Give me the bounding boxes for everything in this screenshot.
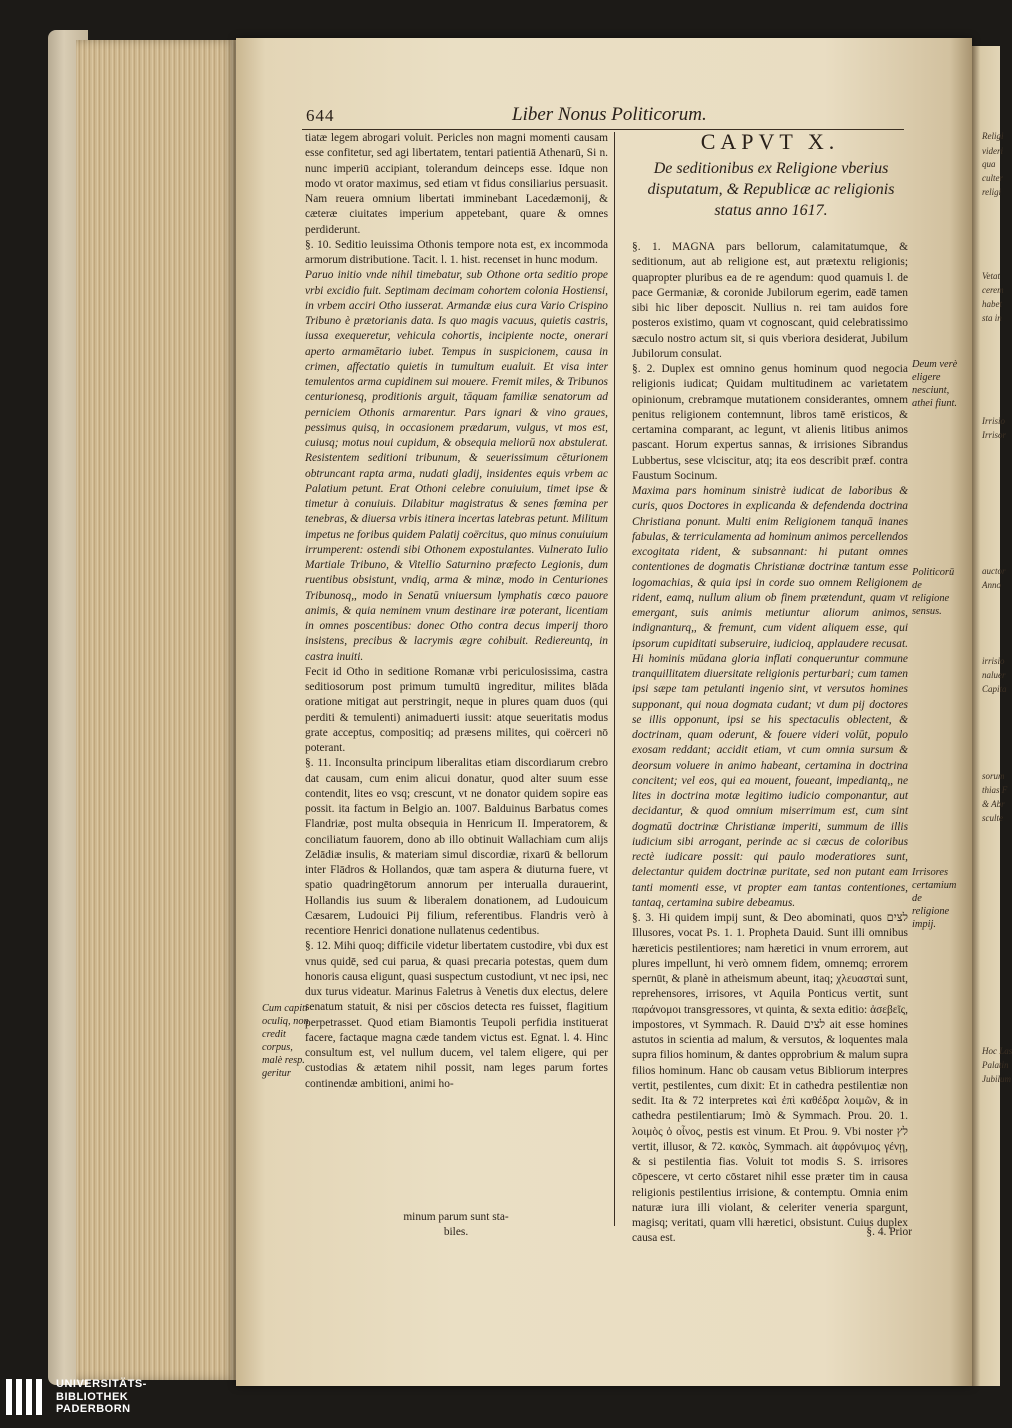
- paragraph: §. 12. Mihi quoq; difficile videtur libertatem custodire, vbi dux est vnus quidē, sed cui parua, & quasi precaria potestas, quem dum honoris causa eligunt, quasi suspectum custodiunt, vt nec ipsi, nec dux turus videatur. Marinus Faletrus à Venetis dux electus, delere senatum statuit, & nisi per cōscios detecta res fuisset, flagitium perpetrasset. Quod etiam Biamontis Teupoli perfidia instituerat facere, factaque magna cæde tandem victus est. Egnat. l. 4. Hinc consultum est, vel nullum ducem, vel talem eligere, qui per custodias & ætatem nihil possit, nam leges parum fortes continendæ ambitioni, animi ho-: [305, 940, 608, 1090]
- adjacent-page-word: habet: [982, 299, 1002, 309]
- adjacent-page-word: sta in: [982, 313, 1002, 323]
- chapter-subtitle: De seditionibus ex Religione vberius disputatum, & Republicæ ac religionis status anno 1617.: [647, 160, 895, 219]
- library-logo-icon: [0, 1371, 52, 1423]
- adjacent-page-word: Capita: [982, 684, 1007, 694]
- adjacent-page-word: qua: [982, 159, 996, 169]
- adjacent-page-word: Jubilum: [982, 1074, 1011, 1084]
- paragraph: §. 1. MAGNA pars bellorum, calamitatumque, & seditionum, aut ab religione est, aut prætextu religionis; quapropter pluribus ea de re agendum: quod quamuis l. de pace Germaniæ, & coronide Jubilorum egerim, eadē tamen sibi hic liber deposcit. Nullius n. rei tam auidos fore posteros existimo, quam vt cognoscant, quid celebratissimo sæculo nostro actum sit, si quis vberiora desiderat, Jubilum Jubilorum consulat.: [632, 241, 908, 360]
- page-edges: [76, 40, 236, 1380]
- catchline: minum parum sunt sta-: [403, 1211, 509, 1223]
- adjacent-page-word: sorum: [982, 771, 1005, 781]
- paragraph: §. 11. Inconsulta principum liberalitas etiam discordiarum crebro dat causam, cum enim alicui donatur, quod alter suum esse contendit, lites eo vsq; crescunt, vt ne donator quidem sopire eas possit. ita factum in Belgio an. 1007. Balduinus Barbatus comes Flandriæ, post multa obsequia in Henricum II. Imperatorem, & conciliatum fauorem, dono ab illo obtinuit Wallachiam cum alijs Zelādiæ insulis, & materiam simul discordiæ, rixarū & bellorum inter Flādros & Hollandos, quæ tam aspera & diuturna fuere, vt spatio quadringētorum annorum per interualla durauerint, Hollandis ius suum & liberalem donationem, ad Ludouicum Cæsarem, Ludouici Pij filium, referentibus. Flandris verò à recentiore Henrici donatione nullatenus cedentibus.: [305, 757, 608, 937]
- adjacent-page-word: Irrisio: [982, 416, 1006, 426]
- adjacent-page-word: & Abr: [982, 799, 1005, 809]
- adjacent-page-word: cerem: [982, 285, 1004, 295]
- catchline: biles.: [443, 1226, 469, 1238]
- adjacent-page-word: Vetat: [982, 271, 1000, 281]
- adjacent-page-word: naluer: [982, 670, 1006, 680]
- left-column: [305, 131, 608, 1092]
- right-column: [632, 240, 908, 1247]
- running-title: Liber Nonus Politicorum.: [512, 104, 707, 125]
- adjacent-page-word: Palatin: [982, 1060, 1009, 1070]
- quotation: Paruo initio vnde nihil timebatur, sub Othone orta seditio prope vrbi excidio fuit. Septimam decimam cohortem colonia Hostiensi, in vrbem acciri Otho iusserat. Armandæ eius cura Vario Crispino Tribuno è prætorianis data. Is quo magis vacuus, quietis castris, iussa exequeretur, vehicula cohortis, incipiente nocte, onerari aperto armamētario iubet. Tempus in suspicionem, causa in crimen, affectatio quietis in tumultum eualuit. Et visa inter temulentos arma cupidinem sui mouere. Fremit miles, & Tribunos centurionesq, proditionis arguit, tāquam familiæ senatorum ad perniciem Othonis armarentur. Pars ignari & vino graues, pessimus quisq, in occasionem prædarum, vulgus, vt mos est, cuiusq; motus noui cupidum, & obsequia meliorū nox abstulerat. Resistentem seditioni tribunum, & seuerissimum cēturionem obtruncant rapta arma, nudati gladij, insidentes equis vrbem ac Palatium petunt. Erat Othoni celebre conuiuium, timet ipse & timetur à conuiuis. Dilabitur magistratus & senes fœmina per tenebras, & diuersa vrbis itinera incertas latebras petunt. Militum impetus ne foribus quidem Palatij coërcitus, quo minus conuiuium irrumperent: ostendi sibi Othonem expostulantes. Vulnerato Iulio Martiale Tribuno, & Vitellio Saturnino præfecto Legionis, dum ruentibus obsistunt, vndiq, arma & minæ, modo in Centuriones Tribunosq,, modo in Senatū vniuersum lymphatis cœco pauore animis, & quia neminem vnum destinare iræ poterant, licentiam in omnes poscentibus: donec Otho contra decus imperij thoro insistens, precibus & lacrymis ægre cohibuit. Rediereuntq, in castra inuiti.: [305, 269, 608, 663]
- paragraph: §. 3. Hi quidem impij sunt, & Deo abominati, quos לצים Illusores, vocat Ps. 1. 1. Propheta Dauid. Sunt illi omnibus hæreticis pestilentiores; nam hæretici in vnum errorem, aut plures impellunt, hi verò omnem fidem, omnemq; errorem spernūt, & planè in atheismum abeunt, itaq; χλευασταὶ sunt, reprehensores, irrisores, vt Aquila Ponticus vertit, sunt παράνομοι transgressores, vt quinta, & sexta editio: ἀσεβεῖς, impostores, vt Symmach. R. Dauid לצים ait esse homines astutos in scientia ad malum, & versutos, & loquentes mala supra filios hominum, & dantes opprobrium & malum supra filios hominum. Hanc ob causam vetus Bibliorum interpres vertit, pestilentes, cum dixit: Et in cathedra pestilentiæ non sedit. Ita & 72 interpretes καὶ ἐπὶ καθέδρα λοιμῶν, & in cathedra pestilentiarum; Imò & Symmach. Prou. 20. 1. λοιμὸς ὁ οἶνος, pestis est vinum. Et Prou. 9. Vbi noster לץ vertit, illusor, & 72. κακὸς, Symmach. ait ἀφρόνιμος γένῃ, & si pestilentia fias. Voluit tot modis S. S. irrisores cōpescere, vt certo cōstaret nihil esse præter tim in causa religionis pestilentius irrisione, & contemptu. Omnia enim naturæ iura illi violant, & celeriter veneria spargunt, magisq; veritati, quam vlli hæretici, obsistunt. Cuius duplex causa est.: [632, 912, 908, 1245]
- page-number: 644: [306, 106, 335, 125]
- library-logo: [0, 1371, 170, 1423]
- margin-note: Irrisores certamium de religione impij.: [912, 867, 957, 930]
- chapter-heading: CAPVT X.: [700, 129, 840, 154]
- quotation: Maxima pars hominum sinistrè iudicat de laboribus & curis, quos Doctores in explicanda & defendenda doctrina Christiana ponunt. Multi enim Religionem tanquā inanes fabulas, & terriculamenta ad hominum animos percellendos excogitata rident, & subsannant: hi putant omnes contentiones de dogmatis Christianæ doctrinæ tantum esse logomachias, & quia ipsi in corde suo omnem Religionem rident, eamq, nullum alium ob finem prætendunt, quam vt emergant, suis animis metiuntur aliorum animos, indignanturq,, & fremunt, cum vident aliquem esse, qui ipsorum cupiditati subseruire, iudicioq, applaudere recusat. Hi hominis mūdana gloria inflati conqueruntur commune tranquillitatem diuersitate religionis perturbari; cum tamen ipsi sæpe tam petulanti ingenio sint, vt versutos homines supponant, qui noua dogmata cudant; vt dum pij doctores se illis opponunt, ipsi se his spectaculis oblectent, & doctrinam, quam oderunt, & fouere videri volūt, populo exosam reddant; accidit etiam, vt cum omnia sursum & deorsum voluere in animo habeant, certamina in doctrina concitent; vel eos, qui ea mouent, foueant, impediantq,, ne lites in doctrina motæ legitimo iudicio componantur, aut decidantur, & quod omnium miserrimum est, cum sint dogmatū doctrinæ Christianæ imperiti, summum de illis iudicium sibi arrogant, perinde ac si cæcus de coloribus rectè iudicare possit: qui paulo moderatiores sunt, delectantur quidem doctrinæ puritate, sed non putant eam tanti momenti esse, vt propter eam tantas contentiones, tantaq, certamina subire debeamus.: [632, 485, 908, 909]
- paragraph: tiatæ legem abrogari voluit. Pericles non magni momenti causam esse confitetur, sed agi libertatem, tentari patientiā Athenarū, Si n. nunc imperiū accipiant, tolerandum deinceps esse. Idque non modo vt orator maximus, sed etiam vt fidus consiliarius persuasit. Nam reuera omnium libertati imminebant Lacedæmonij, & cæteræ ciuitates imperium appetebant, quare & omnes perdiderunt.: [305, 132, 608, 236]
- adjacent-page-word: Anno: [982, 580, 1001, 590]
- margin-note: Cum capiti oculiq, non credit corpus, malè resp. geritur: [262, 1003, 309, 1079]
- margin-note: Politicorū de religione sensus.: [912, 567, 955, 617]
- logo-line: PADERBORN: [56, 1403, 131, 1416]
- logo-line: UNIVERSITÄTS-: [56, 1378, 147, 1391]
- column-rule: [614, 132, 615, 1226]
- adjacent-page-word: thias F: [982, 785, 1008, 795]
- left-catchlines: [303, 1210, 609, 1240]
- logo-line: BIBLIOTHEK: [56, 1390, 129, 1403]
- adjacent-page-fragment: [972, 46, 1012, 1386]
- adjacent-page-word: auctor: [982, 566, 1006, 576]
- margin-note: Deum verè eligere nesciunt, athei fiunt.: [912, 359, 958, 409]
- adjacent-page-word: Hoc Las: [982, 1046, 1012, 1056]
- paragraph: Fecit id Otho in seditione Romanæ vrbi periculosissima, castra seditiosorum post primum tumultū ingreditur, milites blāda oratione mitigat aut perstringit, neque in plures quam duos (qui perditi & temulenti) animaduerti iussit: atque seueritatis modus grate acceptus, compositiq; ad præsens milites, qui coërceri nō poterant.: [305, 665, 608, 754]
- right-catchword: §. 4. Prior: [866, 1226, 912, 1238]
- adjacent-page-word: religi: [982, 187, 1002, 197]
- adjacent-page-word: Irrisor: [982, 430, 1007, 440]
- adjacent-page-word: irrisio: [982, 656, 1005, 666]
- adjacent-page-word: sculte: [982, 813, 1003, 823]
- adjacent-page-word: videri: [982, 146, 1003, 156]
- adjacent-page-word: Religi: [982, 131, 1004, 141]
- paragraph: §. 2. Duplex est omnino genus hominum quod negocia religionis iudicat; Quidam multitudinem ac varietatem opinionum, crebramque mutationem considerantes, omnem penitus religionem contemnunt, libros tamē eristicos, & certamina comparant, ac legunt, vt alienis litibus animos pascant. Horum expertus sannas, & irrisiones Sibrandus Lubbertus, sese vlciscitur, atq; ita eos describit præf. contra Faustum Socinum.: [632, 363, 908, 482]
- paragraph: §. 10. Seditio leuissima Othonis tempore nota est, ex incommoda armorum distributione. Tacit. l. 1. hist. recenset in hunc modum.: [305, 238, 608, 266]
- library-logo-text: [56, 1378, 147, 1416]
- adjacent-page-word: culter: [982, 173, 1003, 183]
